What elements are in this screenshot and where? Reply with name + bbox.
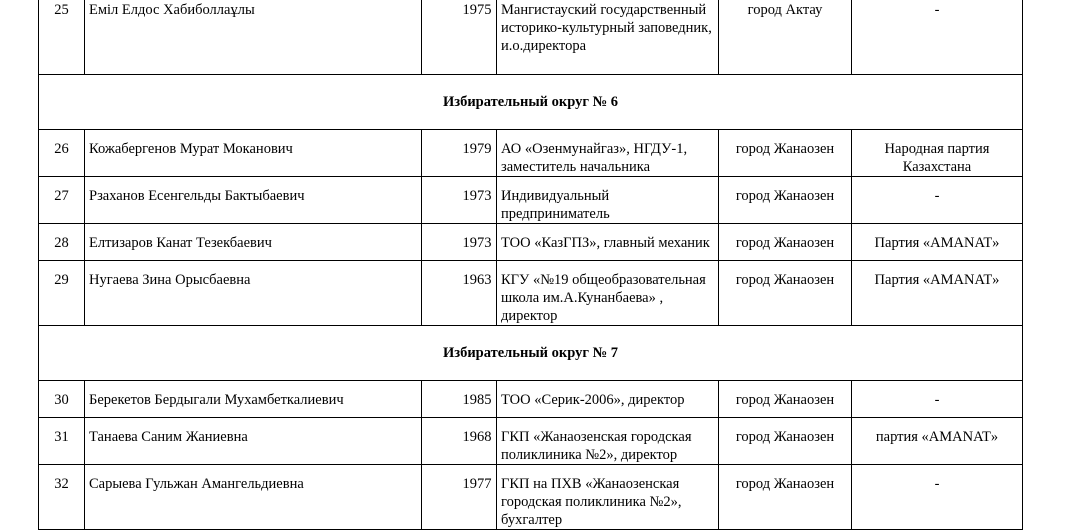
city: город Жанаозен xyxy=(719,381,852,418)
city: город Жанаозен xyxy=(719,465,852,530)
birth-year: 1963 xyxy=(422,261,497,326)
birth-year: 1975 xyxy=(422,0,497,75)
birth-year: 1985 xyxy=(422,381,497,418)
candidate-name: Сарыева Гульжан Амангельдиевна xyxy=(85,465,422,530)
party: Партия «AMANAT» xyxy=(852,261,1023,326)
table-row xyxy=(39,177,1023,224)
section-header-row xyxy=(39,326,1023,381)
birth-year: 1977 xyxy=(422,465,497,530)
city: город Жанаозен xyxy=(719,177,852,224)
table-row xyxy=(39,465,1023,530)
row-number: 30 xyxy=(39,381,85,418)
candidate-name: Танаева Саним Жаниевна xyxy=(85,418,422,465)
workplace: ТОО «КазГПЗ», главный механик xyxy=(497,224,719,261)
city: город Жанаозен xyxy=(719,130,852,177)
party: Народная партия Казахстана xyxy=(852,130,1023,177)
district-heading: Избирательный округ № 7 xyxy=(39,326,1023,381)
row-number: 29 xyxy=(39,261,85,326)
candidate-name: Еміл Елдос Хабиболлаұлы xyxy=(85,0,422,75)
table-row xyxy=(39,381,1023,418)
row-number: 26 xyxy=(39,130,85,177)
candidate-name: Кожабергенов Мурат Моканович xyxy=(85,130,422,177)
candidate-name: Елтизаров Канат Тезекбаевич xyxy=(85,224,422,261)
party: - xyxy=(852,381,1023,418)
row-number: 32 xyxy=(39,465,85,530)
birth-year: 1973 xyxy=(422,224,497,261)
candidates-table xyxy=(38,0,1023,530)
party: Партия «AMANAT» xyxy=(852,224,1023,261)
table-body xyxy=(39,0,1023,530)
district-heading: Избирательный округ № 6 xyxy=(39,75,1023,130)
city: город Жанаозен xyxy=(719,418,852,465)
row-number: 27 xyxy=(39,177,85,224)
city: город Жанаозен xyxy=(719,224,852,261)
row-number: 25 xyxy=(39,0,85,75)
birth-year: 1973 xyxy=(422,177,497,224)
table-row xyxy=(39,261,1023,326)
row-number: 28 xyxy=(39,224,85,261)
section-header-row xyxy=(39,75,1023,130)
party: - xyxy=(852,465,1023,530)
party: - xyxy=(852,177,1023,224)
city: город Актау xyxy=(719,0,852,75)
city: город Жанаозен xyxy=(719,261,852,326)
birth-year: 1968 xyxy=(422,418,497,465)
party: - xyxy=(852,0,1023,75)
workplace: ТОО «Серик-2006», директор xyxy=(497,381,719,418)
workplace: АО «Озенмунайгаз», НГДУ-1, заместитель начальника xyxy=(497,130,719,177)
table-row xyxy=(39,224,1023,261)
table-row xyxy=(39,418,1023,465)
workplace: Мангистауский государственный историко-культурный заповедник, и.о.директора xyxy=(497,0,719,75)
party: партия «AMANAT» xyxy=(852,418,1023,465)
row-number: 31 xyxy=(39,418,85,465)
workplace: ГКП «Жанаозенская городская поликлиника №2», директор xyxy=(497,418,719,465)
candidate-name: Нугаева Зина Орысбаевна xyxy=(85,261,422,326)
workplace: КГУ «№19 общеобразовательная школа им.А.Кунанбаева» , директор xyxy=(497,261,719,326)
table-row xyxy=(39,130,1023,177)
candidate-name: Рзаханов Есенгельды Бактыбаевич xyxy=(85,177,422,224)
workplace: Индивидуальный предприниматель xyxy=(497,177,719,224)
birth-year: 1979 xyxy=(422,130,497,177)
table-row xyxy=(39,0,1023,75)
workplace: ГКП на ПХВ «Жанаозенская городская поликлиника №2», бухгалтер xyxy=(497,465,719,530)
candidate-name: Берекетов Бердыгали Мухамбеткалиевич xyxy=(85,381,422,418)
